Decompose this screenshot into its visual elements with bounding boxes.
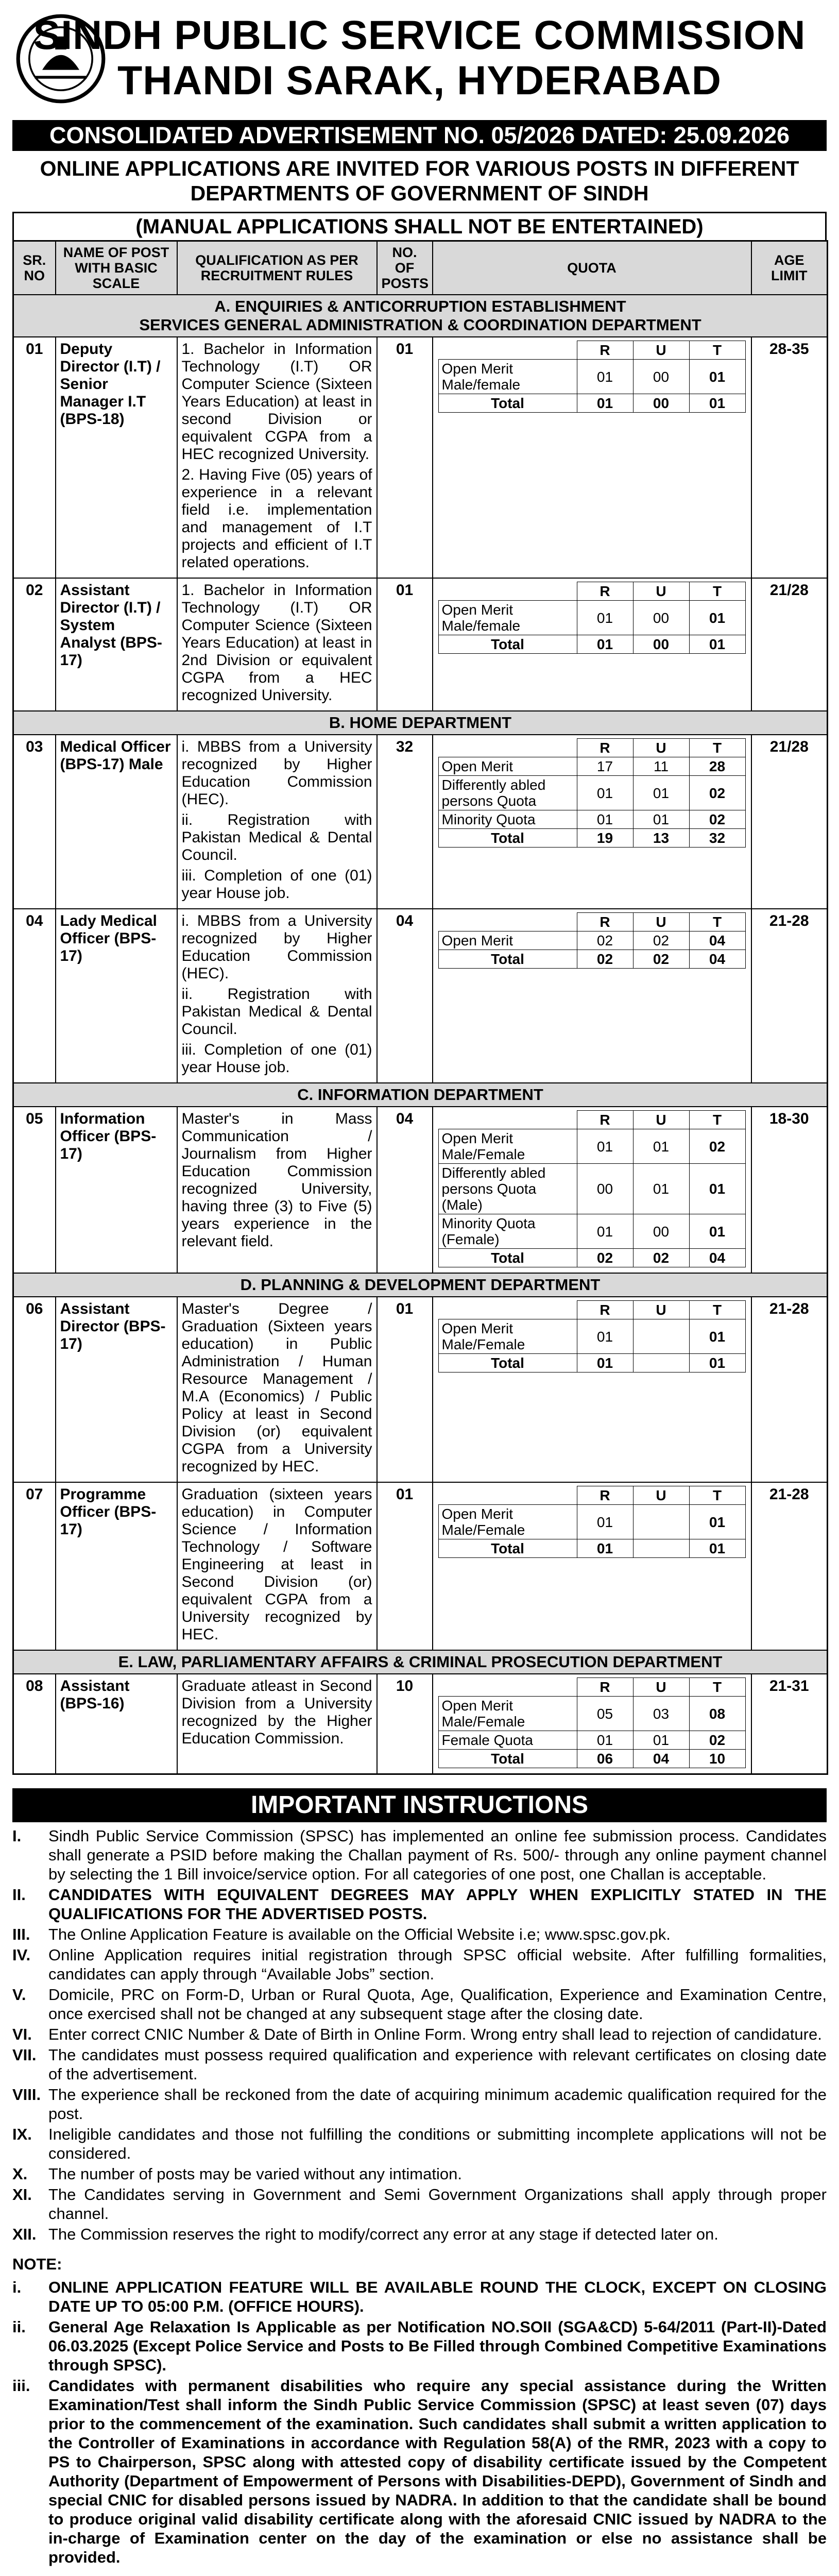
quota-value: 01: [577, 1129, 633, 1164]
notes-list: [12, 2278, 827, 2567]
manual-notice: (MANUAL APPLICATIONS SHALL NOT BE ENTERTAINED): [12, 212, 827, 240]
row-qualification: [177, 735, 377, 909]
instruction-text: Ineligible candidates and those not fulfilling the conditions or submitting incomplete applications will not be considered.: [48, 2125, 827, 2162]
quota-value: 17: [577, 757, 633, 776]
row-sr: 08: [13, 1674, 56, 1774]
instruction-item: [12, 2278, 827, 2316]
table-row: [13, 578, 828, 711]
instruction-text: Sindh Public Service Commission (SPSC) has implemented an online fee submission process. Candidates shall generate a PSID before making the Challan payment of Rs. 500/- through any online payment channel by selecting the 1 Bill invoice/service option. For all categories of one post, one Challan is acceptable.: [48, 1827, 827, 1883]
row-posts: 01: [377, 337, 433, 578]
qualification-line: i. MBBS from a University recognized by Higher Education Commission (HEC).: [181, 738, 372, 808]
quota-table: [438, 1677, 746, 1768]
quota-value: 01: [577, 810, 633, 829]
quota-col-t: T: [689, 1111, 745, 1129]
qualification-line: 1. Bachelor in Information Technology (I.T) OR Computer Science (Sixteen Years Education) at least in 2nd Division or equivalent CGPA from a HEC recognized University.: [181, 582, 372, 704]
instruction-text: Candidates with permanent disabilities who require any special assistance during the Written Examination/Test shall inform the Sindh Public Service Commission (SPSC) at least seven (07) days prior to the commencement of the examination. Such candidates shall submit a written application to the Controller of Examinations in accordance with Regulation 58(A) of the RMR, 2023 with a copy to PS to Chairperson, SPSC along with attested copy of disability certificate issued by the Competent Authority (Department of Empowerment of Persons with Disabilities-DEPD), Government of Sindh and special CNIC for disabled persons issued by NADRA. In addition to that the candidate shall be bound to produce original valid disability certificate along with the aforesaid CNIC issued by NADRA to the in-charge of Examination center on the day of the examination or else no assistance shall be provided.: [48, 2377, 827, 2566]
row-qualification: [177, 1297, 377, 1482]
quota-value: 01: [633, 1164, 689, 1214]
quota-value: 11: [633, 757, 689, 776]
quota-col-t: T: [689, 1678, 745, 1697]
quota-total: 04: [689, 1249, 745, 1267]
instruction-item: [12, 2317, 827, 2375]
quota-label: Open Merit: [438, 757, 577, 776]
quota-total: 02: [633, 950, 689, 969]
quota-value: 01: [689, 1214, 745, 1249]
quota-label: Open Merit: [438, 931, 577, 950]
quota-total-label: Total: [438, 1249, 577, 1267]
quota-col-u: U: [633, 1111, 689, 1129]
table-row: [13, 735, 828, 909]
qualification-line: iii. Completion of one (01) year House job.: [181, 867, 372, 902]
header-post: NAME OF POST WITH BASIC SCALE: [56, 241, 177, 295]
quota-value: 01: [689, 360, 745, 394]
quota-col-t: T: [689, 739, 745, 757]
row-sr: 07: [13, 1482, 56, 1650]
qualification-line: Graduation (sixteen years education) in Computer Science / Information Technology / Software Engineering at least in Second Division (or) equivalent CGPA from a University recognized by HEC.: [181, 1486, 372, 1643]
row-age: 18-30: [751, 1107, 828, 1273]
instruction-key: ii.: [12, 2318, 26, 2336]
row-qualification: [177, 1107, 377, 1273]
header-quota: QUOTA: [433, 241, 751, 295]
table-row: [13, 1482, 828, 1650]
row-sr: 06: [13, 1297, 56, 1482]
row-age: 21-31: [751, 1674, 828, 1774]
instruction-item: [12, 1945, 827, 1984]
row-sr: 03: [13, 735, 56, 909]
instruction-key: i.: [12, 2278, 22, 2296]
quota-col-r: R: [577, 1486, 633, 1505]
header-qualification: QUALIFICATION AS PER RECRUITMENT RULES: [177, 241, 377, 295]
section-d-title: D. PLANNING & DEVELOPMENT DEPARTMENT: [13, 1273, 828, 1297]
advertisement-page: [12, 0, 827, 2576]
quota-value: 01: [577, 1731, 633, 1750]
quota-value: 02: [633, 931, 689, 950]
qualification-line: ii. Registration with Pakistan Medical & Dental Council.: [181, 811, 372, 863]
quota-value: 02: [577, 931, 633, 950]
quota-value: 01: [577, 360, 633, 394]
subtitle-line1: ONLINE APPLICATIONS ARE INVITED FOR VARIOUS POSTS IN DIFFERENT: [40, 157, 799, 180]
quota-total: 01: [689, 635, 745, 654]
quota-total: 01: [689, 394, 745, 413]
quota-total-label: Total: [438, 394, 577, 413]
row-quota: [433, 1107, 751, 1273]
instruction-text: The Online Application Feature is available on the Official Website i.e; www.spsc.gov.pk.: [48, 1925, 671, 1943]
row-quota: [433, 578, 751, 711]
quota-value: 04: [689, 931, 745, 950]
row-quota: [433, 1482, 751, 1650]
quota-col-u: U: [633, 341, 689, 360]
instruction-key: VIII.: [12, 2086, 41, 2104]
table-row: [13, 1674, 828, 1774]
quota-value: 03: [633, 1697, 689, 1731]
quota-total: 02: [577, 1249, 633, 1267]
row-posts: 01: [377, 1297, 433, 1482]
header-age: AGE LIMIT: [751, 241, 828, 295]
quota-value: 01: [689, 601, 745, 635]
instruction-item: [12, 1826, 827, 1884]
quota-col-u: U: [633, 1486, 689, 1505]
table-row: [13, 1107, 828, 1273]
table-header-row: [13, 241, 828, 295]
row-age: 21-28: [751, 1297, 828, 1482]
quota-total: 01: [689, 1354, 745, 1372]
instruction-text: The candidates must possess required qualification and experience with relevant certificates on closing date of the advertisement.: [48, 2046, 827, 2083]
posts-table: [12, 240, 828, 1775]
quota-value: 01: [633, 1731, 689, 1750]
instruction-text: CANDIDATES WITH EQUIVALENT DEGREES MAY APPLY WHEN EXPLICITLY STATED IN THE QUALIFICATIONS FOR THE ADVERTISED POSTS.: [48, 1886, 827, 1923]
row-quota: [433, 909, 751, 1083]
section-b: [13, 711, 828, 735]
quota-value: 08: [689, 1697, 745, 1731]
quota-label: Open Merit Male/Female: [438, 1319, 577, 1354]
instruction-text: Enter correct CNIC Number & Date of Birth in Online Form. Wrong entry shall lead to rejection of candidature.: [48, 2025, 822, 2043]
instruction-text: The Candidates serving in Government and Semi Government Organizations shall apply through proper channel.: [48, 2185, 827, 2223]
quota-label: Open Merit Male/female: [438, 601, 577, 635]
row-qualification: [177, 578, 377, 711]
section-a-title: A. ENQUIRIES & ANTICORRUPTION ESTABLISHMENT: [214, 297, 626, 315]
quota-total: 01: [577, 1354, 633, 1372]
instruction-item: [12, 2225, 827, 2244]
row-age: 28-35: [751, 337, 828, 578]
instruction-text: The number of posts may be varied without any intimation.: [48, 2165, 462, 2183]
qualification-line: iii. Completion of one (01) year House job.: [181, 1041, 372, 1076]
quota-total: 19: [577, 829, 633, 848]
quota-total-label: Total: [438, 1750, 577, 1768]
quota-value: 01: [689, 1164, 745, 1214]
row-age: 21-28: [751, 1482, 828, 1650]
instruction-item: [12, 2164, 827, 2183]
table-row: [13, 909, 828, 1083]
quota-col-u: U: [633, 739, 689, 757]
quota-table: [438, 738, 746, 848]
quota-table: [438, 582, 746, 654]
quota-value: 01: [633, 776, 689, 810]
quota-total: 13: [633, 829, 689, 848]
instruction-key: VII.: [12, 2046, 37, 2064]
header-posts: NO. OF POSTS: [377, 241, 433, 295]
row-posts: 10: [377, 1674, 433, 1774]
instruction-text: Domicile, PRC on Form-D, Urban or Rural Quota, Age, Qualification, Experience and Examination Centre, once exercised shall not be changed at any subsequent stage after the closing date.: [48, 1986, 827, 2023]
quota-value: 00: [577, 1164, 633, 1214]
row-sr: 05: [13, 1107, 56, 1273]
instruction-key: IV.: [12, 1946, 31, 1964]
quota-total: 02: [577, 950, 633, 969]
quota-value: 28: [689, 757, 745, 776]
section-d: [13, 1273, 828, 1297]
section-a-subtitle: SERVICES GENERAL ADMINISTRATION & COORDINATION DEPARTMENT: [139, 316, 701, 334]
qualification-line: ii. Registration with Pakistan Medical & Dental Council.: [181, 986, 372, 1038]
subtitle-line2: DEPARTMENTS OF GOVERNMENT OF SINDH: [190, 181, 649, 205]
row-qualification: [177, 337, 377, 578]
section-b-title: B. HOME DEPARTMENT: [13, 711, 828, 735]
instruction-key: VI.: [12, 2025, 32, 2043]
qualification-line: i. MBBS from a University recognized by Higher Education Commission (HEC).: [181, 912, 372, 982]
quota-value: 01: [633, 1129, 689, 1164]
instruction-item: [12, 2185, 827, 2223]
quota-value: 01: [577, 601, 633, 635]
quota-value: 00: [633, 601, 689, 635]
quota-label: Open Merit Male/Female: [438, 1129, 577, 1164]
row-quota: [433, 735, 751, 909]
quota-label: Minority Quota: [438, 810, 577, 829]
quota-table: [438, 1300, 746, 1372]
row-age: 21/28: [751, 578, 828, 711]
row-post: Deputy Director (I.T) / Senior Manager I.T (BPS-18): [56, 337, 177, 578]
section-c-title: C. INFORMATION DEPARTMENT: [13, 1083, 828, 1107]
instruction-item: [12, 2376, 827, 2567]
row-quota: [433, 1674, 751, 1774]
instructions-list: [12, 1826, 827, 2244]
section-c: [13, 1083, 828, 1107]
quota-total: 04: [689, 950, 745, 969]
quota-col-t: T: [689, 1301, 745, 1319]
quota-col-r: R: [577, 582, 633, 601]
instruction-key: iii.: [12, 2377, 30, 2395]
quota-label: Open Merit Male/Female: [438, 1505, 577, 1539]
instruction-item: [12, 2085, 827, 2123]
quota-total: 10: [689, 1750, 745, 1768]
row-qualification: [177, 1674, 377, 1774]
row-post: Medical Officer (BPS-17) Male: [56, 735, 177, 909]
row-post: Assistant Director (I.T) / System Analyst (BPS-17): [56, 578, 177, 711]
advertisement-number: CONSOLIDATED ADVERTISEMENT NO. 05/2026 DATED: 25.09.2026: [12, 120, 827, 151]
quota-total: 01: [577, 1539, 633, 1558]
quota-col-t: T: [689, 341, 745, 360]
quota-value: 01: [577, 1319, 633, 1354]
quota-total: 02: [633, 1249, 689, 1267]
quota-label: Differently abled persons Quota (Male): [438, 1164, 577, 1214]
instruction-item: [12, 1885, 827, 1923]
row-post: Assistant Director (BPS-17): [56, 1297, 177, 1482]
instruction-key: X.: [12, 2165, 28, 2183]
header: [12, 9, 827, 115]
row-posts: 01: [377, 1482, 433, 1650]
title-line1: SINDH PUBLIC SERVICE COMMISSION: [33, 12, 806, 58]
instruction-text: The experience shall be reckoned from the date of acquiring minimum academic qualification required for the post.: [48, 2086, 827, 2123]
quota-total: 01: [689, 1539, 745, 1558]
quota-value: 00: [633, 360, 689, 394]
instruction-key: XI.: [12, 2185, 32, 2204]
quota-total: 00: [633, 394, 689, 413]
row-post: Lady Medical Officer (BPS-17): [56, 909, 177, 1083]
row-quota: [433, 1297, 751, 1482]
row-sr: 02: [13, 578, 56, 711]
row-age: 21/28: [751, 735, 828, 909]
quota-label: Open Merit Male/Female: [438, 1697, 577, 1731]
row-post: Programme Officer (BPS-17): [56, 1482, 177, 1650]
quota-col-u: U: [633, 582, 689, 601]
quota-table: [438, 912, 746, 969]
quota-total-label: Total: [438, 1354, 577, 1372]
row-posts: 01: [377, 578, 433, 711]
quota-col-u: U: [633, 1678, 689, 1697]
quota-col-r: R: [577, 1111, 633, 1129]
quota-table: [438, 1110, 746, 1267]
row-qualification: [177, 909, 377, 1083]
instruction-item: [12, 1985, 827, 2023]
quota-value: 01: [689, 1505, 745, 1539]
row-age: 21-28: [751, 909, 828, 1083]
quota-total: 01: [577, 394, 633, 413]
instruction-text: Online Application requires initial registration through SPSC official website. After fulfilling formalities, candidates can apply through “Available Jobs” section.: [48, 1946, 827, 1983]
qualification-line: 1. Bachelor in Information Technology (I.T) OR Computer Science (Sixteen Years Education) at least in second Division or equivalent CGPA from a HEC recognized University.: [181, 341, 372, 463]
quota-value: 00: [633, 1214, 689, 1249]
row-posts: 04: [377, 1107, 433, 1273]
table-row: [13, 1297, 828, 1482]
qualification-line: 2. Having Five (05) years of experience in a relevant field i.e. implementation and management of I.T projects and efficient of I.T related operations.: [181, 466, 372, 571]
quota-col-u: U: [633, 1301, 689, 1319]
title-line2: THANDI SARAK, HYDERABAD: [117, 57, 722, 103]
quota-col-t: T: [689, 1486, 745, 1505]
row-qualification: [177, 1482, 377, 1650]
row-posts: 32: [377, 735, 433, 909]
instruction-key: XII.: [12, 2225, 37, 2243]
qualification-line: Master's in Mass Communication / Journalism from Higher Education Commission recognized University, having three (3) to Five (5) years experience in the relevant field.: [181, 1110, 372, 1250]
instruction-item: [12, 2125, 827, 2163]
instruction-key: III.: [12, 1925, 30, 1943]
quota-value: 01: [577, 1505, 633, 1539]
quota-table: [438, 341, 746, 413]
quota-value: 02: [689, 1731, 745, 1750]
qualification-line: Graduate atleast in Second Division from a University recognized by the Higher Education Commission.: [181, 1677, 372, 1747]
quota-col-r: R: [577, 341, 633, 360]
quota-col-r: R: [577, 739, 633, 757]
row-sr: 04: [13, 909, 56, 1083]
header-sr: SR. NO: [13, 241, 56, 295]
table-row: [13, 337, 828, 578]
row-post: Assistant (BPS-16): [56, 1674, 177, 1774]
instruction-item: [12, 2045, 827, 2083]
quota-total: 04: [633, 1750, 689, 1768]
row-posts: 04: [377, 909, 433, 1083]
quota-total-label: Total: [438, 635, 577, 654]
quota-value: 02: [689, 810, 745, 829]
section-e: [13, 1650, 828, 1674]
quota-col-t: T: [689, 582, 745, 601]
quota-col-t: T: [689, 913, 745, 931]
instruction-item: [12, 1925, 827, 1944]
instruction-text: The Commission reserves the right to modify/correct any error at any stage if detected later on.: [48, 2225, 718, 2243]
quota-col-u: U: [633, 913, 689, 931]
quota-col-r: R: [577, 913, 633, 931]
quota-label: Differently abled persons Quota: [438, 776, 577, 810]
instruction-text: ONLINE APPLICATION FEATURE WILL BE AVAILABLE ROUND THE CLOCK, EXCEPT ON CLOSING DATE UP TO 05:00 P.M. (OFFICE HOURS).: [48, 2278, 827, 2315]
instruction-item: [12, 2025, 827, 2044]
instruction-key: I.: [12, 1827, 22, 1845]
quota-value: 05: [577, 1697, 633, 1731]
row-sr: 01: [13, 337, 56, 578]
row-quota: [433, 337, 751, 578]
quota-label: Open Merit Male/female: [438, 360, 577, 394]
quota-label: Female Quota: [438, 1731, 577, 1750]
quota-value: 02: [689, 1129, 745, 1164]
quota-table: [438, 1486, 746, 1558]
section-e-title: E. LAW, PARLIAMENTARY AFFAIRS & CRIMINAL PROSECUTION DEPARTMENT: [13, 1650, 828, 1674]
quota-value: 01: [689, 1319, 745, 1354]
instruction-key: V.: [12, 1986, 26, 2004]
quota-label: Minority Quota (Female): [438, 1214, 577, 1249]
quota-col-r: R: [577, 1678, 633, 1697]
row-post: Information Officer (BPS-17): [56, 1107, 177, 1273]
instruction-text: General Age Relaxation Is Applicable as per Notification NO.SOII (SGA&CD) 5-64/2011 (Part-II)-Dated 06.03.2025 (Except Police Service and Posts to Be Filled through Combined Competitive Examinations through SPSC).: [48, 2318, 827, 2374]
qualification-line: Master's Degree / Graduation (Sixteen years education) in Public Administration / Human Resource Management / M.A (Economics) / Public Policy at least in Second Division (or) equivalent CGPA from a University recognized by HEC.: [181, 1300, 372, 1475]
quota-value: 01: [633, 810, 689, 829]
quota-total-label: Total: [438, 950, 577, 969]
instruction-key: II.: [12, 1886, 26, 1904]
quota-total-label: Total: [438, 829, 577, 848]
quota-col-r: R: [577, 1301, 633, 1319]
instruction-key: IX.: [12, 2125, 32, 2143]
quota-total: 32: [689, 829, 745, 848]
quota-total: 00: [633, 635, 689, 654]
instructions-title: IMPORTANT INSTRUCTIONS: [12, 1788, 827, 1822]
quota-total: 01: [577, 635, 633, 654]
quota-value: 02: [689, 776, 745, 810]
section-a: [13, 295, 828, 337]
quota-value: 01: [577, 1214, 633, 1249]
note-label: NOTE:: [12, 2255, 62, 2273]
quota-total: 06: [577, 1750, 633, 1768]
quota-total-label: Total: [438, 1539, 577, 1558]
quota-value: 01: [577, 776, 633, 810]
